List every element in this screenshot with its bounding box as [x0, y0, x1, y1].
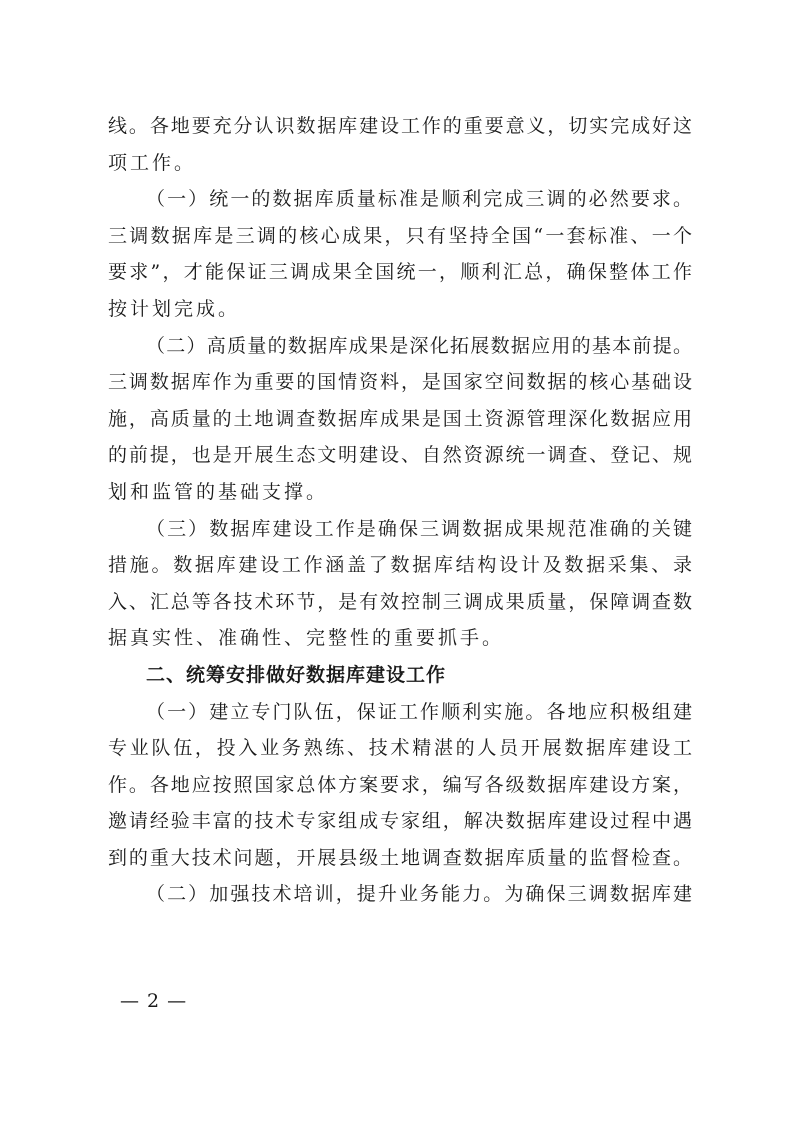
page-number: — 2 —	[120, 990, 188, 1012]
text-line: 据真实性、准确性、完整性的重要抓手。	[108, 627, 505, 650]
text-line: （二）高质量的数据库成果是深化拓展数据应用的基本前提。	[146, 334, 692, 357]
text-line: 到的重大技术问题，开展县级土地调查数据库质量的监督检查。	[108, 846, 692, 869]
text-line: 按计划完成。	[108, 297, 241, 320]
text-line: 的前提，也是开展生态文明建设、自然资源统一调查、登记、规	[108, 444, 692, 467]
text-line: 施，高质量的土地调查数据库成果是国土资源管理深化数据应用	[108, 407, 692, 430]
text-line: 三调数据库是三调的核心成果，只有坚持全国“一套标准、一个	[108, 224, 692, 247]
text-line: （二）加强技术培训，提升业务能力。为确保三调数据库建	[146, 883, 692, 906]
text-line: （一）建立专门队伍，保证工作顺利实施。各地应积极组建	[146, 700, 692, 723]
text-line: 入、汇总等各技术环节，是有效控制三调成果质量，保障调查数	[108, 590, 692, 613]
section-heading: 二、统筹安排做好数据库建设工作	[146, 663, 447, 686]
text-line: 要求”，才能保证三调成果全国统一，顺利汇总，确保整体工作	[108, 261, 692, 284]
text-line: （一）统一的数据库质量标准是顺利完成三调的必然要求。	[146, 188, 692, 211]
text-line: （三）数据库建设工作是确保三调数据成果规范准确的关键	[146, 517, 692, 540]
text-line: 邀请经验丰富的技术专家组成专家组，解决数据库建设过程中遇	[108, 810, 692, 833]
text-line: 划和监管的基础支撑。	[108, 480, 329, 503]
text-line: 措施。数据库建设工作涵盖了数据库结构设计及数据采集、录	[108, 554, 692, 577]
body-text	[108, 108, 692, 913]
text-line: 作。各地应按照国家总体方案要求，编写各级数据库建设方案，	[108, 773, 692, 796]
text-line: 三调数据库作为重要的国情资料，是国家空间数据的核心基础设	[108, 371, 692, 394]
text-line: 专业队伍，投入业务熟练、技术精湛的人员开展数据库建设工	[108, 737, 692, 760]
text-line: 项工作。	[108, 151, 197, 174]
text-line: 线。各地要充分认识数据库建设工作的重要意义，切实完成好这	[108, 115, 692, 137]
